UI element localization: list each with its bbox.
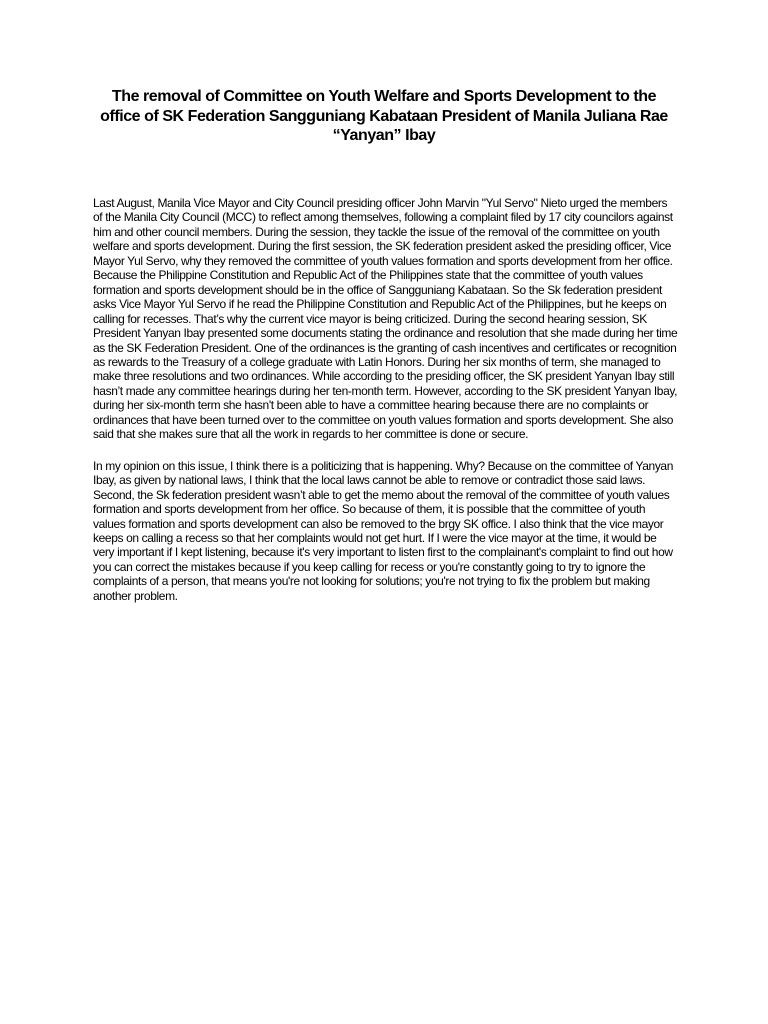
paragraph-news-summary: Last August, Manila Vice Mayor and City Council presiding officer John Marvin "Yul Servo" Nieto urged the members of the Manila City Council (MCC) to reflect among themselves, following a complaint filed by 17 city councilors against him and other council members. During the session, they tackle the issue of the removal of the committee on youth welfare and sports development. During the first session, the SK federation president asked the presiding officer, Vice Mayor Yul Servo, why they removed the committee of youth values formation and sports development from her office. Because the Philippine Constitution and Republic Act of the Philippines state that the committee of youth values formation and sports development should be in the office of Sangguniang Kabataan. So the Sk federation president asks Vice Mayor Yul Servo if he read the Philippine Constitution and Republic Act of the Philippines, but he keeps on calling for recesses. That’s why the current vice mayor is being criticized. During the second hearing session, SK President Yanyan Ibay presented some documents stating the ordinance and resolution that she made during her time as the SK Federation President. One of the ordinances is the granting of cash incentives and certificates or recognition as rewards to the Treasury of a college graduate with Latin Honors. During her six months of term, she managed to make three resolutions and two ordinances. While according to the presiding officer, the SK president Yanyan Ibay still hasn’t made any committee hearings during her ten-month term. However, according to the SK president Yanyan Ibay, during her six-month term she hasn't been able to have a committee hearing because there are no complaints or ordinances that have been turned over to the committee on youth values formation and sports development. She also said that she makes sure that all the work in regards to her committee is done or secure. xyxy=(93,196,678,442)
paragraph-opinion: In my opinion on this issue, I think there is a politicizing that is happening. Why? Because on the committee of Yanyan Ibay, as given by national laws, I think that the local laws cannot be able to remove or contradict those said laws. Second, the Sk federation president wasn’t able to get the memo about the removal of the committee of youth values formation and sports development from her office. So because of them, it is possible that the committee of youth values formation and sports development can also be removed to the brgy SK office. I also think that the vice mayor keeps on calling a recess so that her complaints would not get hurt. If I were the vice mayor at the time, it would be very important if I kept listening, because it's very important to listen first to the complainant's complaint to find out how you can correct the mistakes because if you keep calling for recess or you're constantly going to try to ignore the complaints of a person, that means you're not looking for solutions; you're not trying to fix the problem but making another problem. xyxy=(93,458,674,603)
document-title: The removal of Committee on Youth Welfare and Sports Development to the office of SK Federation Sangguniang Kabataan President of Manila Juliana Rae “Yanyan” Ibay xyxy=(100,88,668,144)
document-body xyxy=(93,196,679,620)
